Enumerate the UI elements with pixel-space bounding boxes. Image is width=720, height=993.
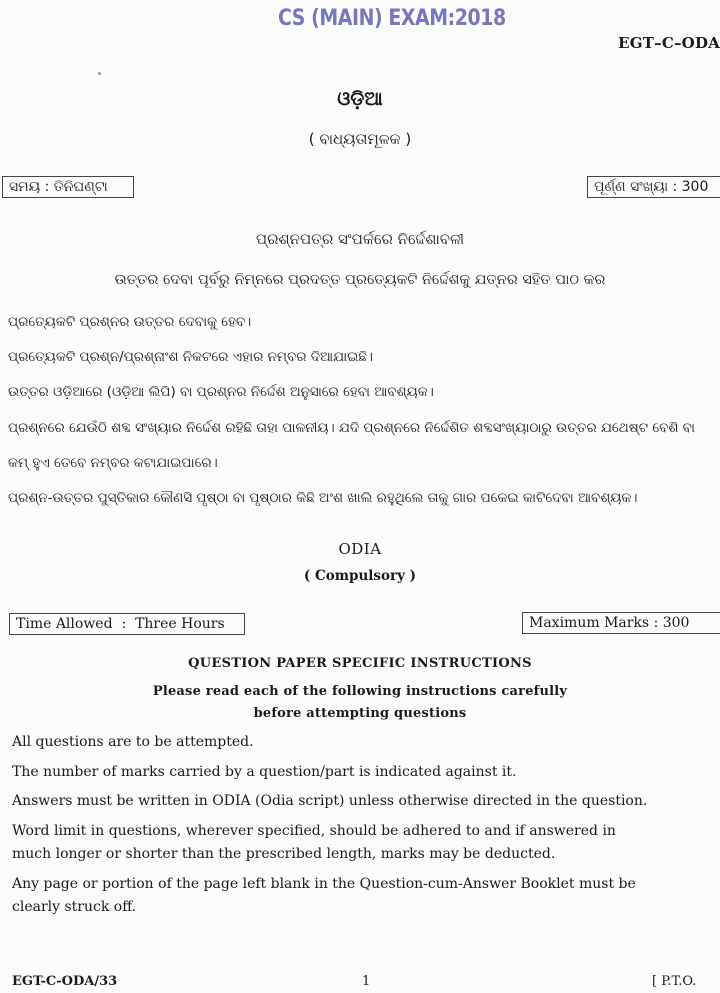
odia-instruction-line: ପ୍ରଶ୍ନରେ ଯେଉଁଠି ଶବ୍ଦ ସଂଖ୍ୟାର ନିର୍ଦ୍ଦେଶ ରହିଛି ତାହା ପାଳନୀୟ। ଯଦି ପ୍ରଶ୍ନରେ ନିର୍ଦ୍ଦେଶିତ ଶବ୍ଦସଂଖ୍ୟାଠାରୁ ଉତ୍ତର ଯଥେଷ୍ଟ ବେଶି ବା [8,420,695,436]
read-carefully-line: Please read each of the following instructions carefully [152,684,568,699]
instruction-line: clearly struck off. [12,899,137,915]
odia-instruction-line: ପ୍ରଶ୍ନ-ଉତ୍ତର ପୁସ୍ତିକାର କୌଣସି ପୃଷ୍ଠା ବା ପୃଷ୍ଠାର କିଛି ଅଂଶ ଖାଲି ରହୁଥିଲେ ତାକୁ ଗାର ପକେଇ କାଟିଦେବା ଆବଶ୍ୟକ। [8,490,638,506]
instruction-line: Any page or portion of the page left blank in the Question-cum-Answer Booklet must be [12,876,636,892]
english-title: ODIA [338,540,382,558]
odia-read-carefully: ଉତ୍ତର ଦେବା ପୂର୍ବରୁ ନିମ୍ନରେ ପ୍ରଦତ୍ତ ପ୍ରତ୍ୟେକଟି ନିର୍ଦ୍ଦେଶକୁ ଯତ୍ନର ସହିତ ପାଠ କର [114,272,606,288]
pto-marker: [ P.T.O. [652,974,697,989]
maximum-marks-box: Maximum Marks : 300 [522,612,720,634]
exam-stamp: CS (MAIN) EXAM:2018 [278,6,506,31]
odia-instruction-line: ଉତ୍ତର ଓଡ଼ିଆରେ (ଓଡ଼ିଆ ଲିପି) ବା ପ୍ରଶ୍ନର ନିର୍ଦ୍ଦେଶ ଅନୁସାରେ ହେବା ଆବଶ୍ୟକ। [8,384,434,400]
odia-marks-box: ପୂର୍ଣ୍ଣ ସଂଖ୍ୟା : 300 [587,176,720,198]
odia-instruction-line: ପ୍ରତ୍ୟେକଟି ପ୍ରଶ୍ନର ଉତ୍ତର ଦେବାକୁ ହେବ। [8,314,252,330]
english-subtitle: ( Compulsory ) [303,568,417,584]
time-allowed-box: Time Allowed : Three Hours [9,613,245,635]
instruction-line: Word limit in questions, wherever specified, should be adhered to and if answered in [12,823,616,839]
instruction-line: Answers must be written in ODIA (Odia script) unless otherwise directed in the question. [12,793,648,809]
footer-paper-code: EGT-C-ODA/33 [12,974,118,989]
odia-instructions-heading: ପ୍ରଶ୍ନପତ୍ର ସଂପର୍କରେ ନିର୍ଦ୍ଦେଶାବଳୀ [255,230,465,248]
paper-code: EGT–C–ODA [618,34,720,52]
instruction-line: All questions are to be attempted. [12,734,254,750]
odia-instruction-line: ପ୍ରତ୍ୟେକଟି ପ୍ରଶ୍ନ/ପ୍ରଶ୍ନାଂଶ ନିକଟରେ ଏହାର ନମ୍ବର ଦିଆଯାଇଛି। [8,349,373,365]
odia-instruction-line: କମ୍ ହୁଏ ତେବେ ନମ୍ବର କଟାଯାଇପାରେ। [8,455,218,471]
odia-title: ଓଡ଼ିଆ [337,88,383,110]
smudge-mark [98,72,101,75]
instructions-heading: QUESTION PAPER SPECIFIC INSTRUCTIONS [188,656,532,671]
instruction-line: much longer or shorter than the prescribed length, marks may be deducted. [12,846,556,862]
page-number: 1 [362,974,371,989]
odia-subtitle: ( ବାଧ୍ୟତାମୂଳକ ) [308,130,412,148]
odia-time-box: ସମୟ : ତିନିଘଣ୍ଟା [2,176,134,198]
read-carefully-line: before attempting questions [253,706,467,721]
instruction-line: The number of marks carried by a question/part is indicated against it. [12,764,517,780]
